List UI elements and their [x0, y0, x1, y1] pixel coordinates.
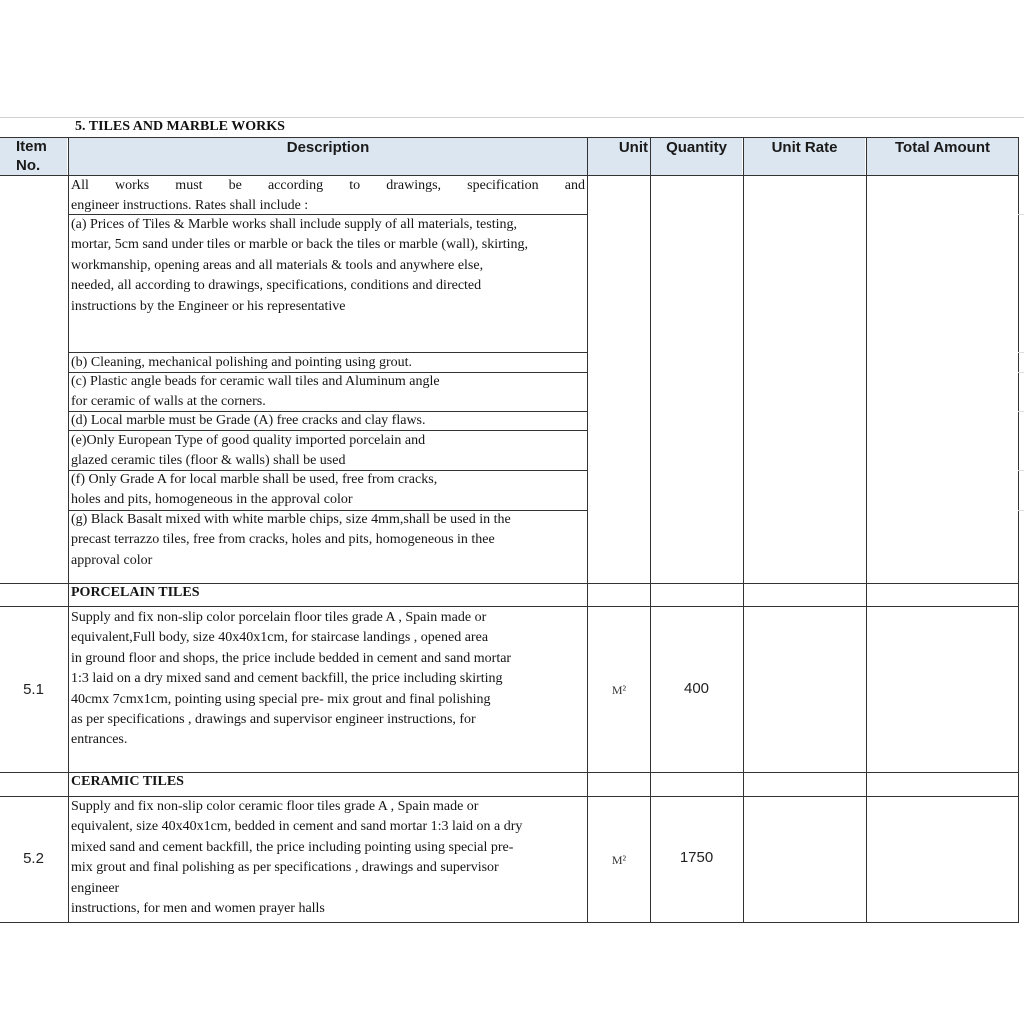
desc-line: (a) Prices of Tiles & Marble works shall include supply of all materials, testing,	[71, 217, 517, 232]
grid-line	[587, 137, 588, 923]
header-quantity[interactable]: Quantity	[651, 137, 742, 175]
grid-line	[0, 922, 1019, 923]
header-unit-rate[interactable]: Unit Rate	[744, 137, 865, 175]
desc-line: Supply and fix non-slip color porcelain floor tiles grade A , Spain made or	[71, 610, 487, 625]
desc-line: Supply and fix non-slip color ceramic floor tiles grade A , Spain made or	[71, 799, 479, 814]
section-title: 5. TILES AND MARBLE WORKS	[75, 119, 285, 134]
grid-line	[0, 772, 1019, 773]
general-clause-b[interactable]	[71, 353, 585, 373]
general-clause-c[interactable]	[71, 372, 585, 413]
desc-line: (e)Only European Type of good quality imported porcelain and	[71, 433, 426, 448]
desc-line: approval color	[71, 552, 153, 568]
grid-line	[0, 137, 1019, 138]
general-intro[interactable]	[71, 176, 585, 217]
ceramic-heading[interactable]: CERAMIC TILES	[71, 774, 184, 789]
desc-line: (b) Cleaning, mechanical polishing and pointing using grout.	[71, 355, 412, 370]
desc-line: holes and pits, homogeneous in the approval color	[71, 492, 353, 508]
desc-line: equivalent, size 40x40x1cm, bedded in cement and sand mortar 1:3 laid on a dry	[71, 819, 523, 835]
header-item-line1: Item	[16, 138, 47, 155]
desc-line: workmanship, opening areas and all materials & tools and anywhere else,	[71, 257, 484, 273]
desc-line: in ground floor and shops, the price include bedded in cement and sand mortar	[71, 650, 512, 666]
ceramic-item-no[interactable]: 5.2	[23, 850, 44, 867]
desc-line: glazed ceramic tiles (floor & walls) shall be used	[71, 453, 346, 469]
desc-line: (g) Black Basalt mixed with white marble chips, size 4mm,shall be used in the	[71, 512, 511, 527]
porcelain-quantity[interactable]: 400	[683, 680, 710, 697]
desc-line: as per specifications , drawings and supervisor engineer instructions, for	[71, 712, 476, 728]
grid-line	[1018, 470, 1024, 471]
desc-line: precast terrazzo tiles, free from cracks, holes and pits, homogeneous in thee	[71, 532, 495, 548]
grid-line	[0, 583, 1019, 584]
grid-line	[743, 137, 744, 923]
desc-line: 1:3 laid on a dry mixed sand and cement backfill, the price including skirting	[71, 671, 503, 687]
desc-line: (f) Only Grade A for local marble shall be used, free from cracks,	[71, 472, 438, 487]
grid-line	[1018, 352, 1024, 353]
desc-line: mortar, 5cm sand under tiles or marble or back the tiles or marble (wall), skirting,	[71, 237, 529, 253]
grid-line	[1018, 411, 1024, 412]
general-clause-d[interactable]	[71, 411, 585, 431]
grid-line	[866, 137, 867, 923]
sheet-top-rule	[0, 117, 1024, 118]
general-clause-a[interactable]	[71, 215, 585, 317]
general-clause-e[interactable]	[71, 431, 585, 472]
header-unit[interactable]: Unit	[588, 137, 650, 175]
grid-line	[1018, 372, 1024, 373]
desc-line: instructions, for men and women prayer halls	[71, 901, 325, 917]
desc-line: mixed sand and cement backfill, the price including pointing using special pre-	[71, 839, 514, 855]
header-item-line2: No.	[16, 157, 41, 174]
grid-line	[68, 137, 69, 923]
desc-line: engineer instructions. Rates shall include :	[71, 198, 309, 214]
porcelain-unit[interactable]: M²	[611, 683, 627, 697]
desc-line: mix grout and final polishing as per specifications , drawings and supervisor	[71, 860, 499, 876]
header-total-amount[interactable]: Total Amount	[867, 137, 1018, 175]
desc-line: instructions by the Engineer or his representative	[71, 298, 346, 314]
grid-line	[1018, 510, 1024, 511]
desc-line: needed, all according to drawings, specifications, conditions and directed	[71, 278, 482, 294]
desc-line: (c) Plastic angle beads for ceramic wall tiles and Aluminum angle	[71, 374, 440, 389]
header-item-no[interactable]	[0, 137, 67, 175]
desc-line: 40cmx 7cmx1cm, pointing using special pre- mix grout and final polishing	[71, 691, 491, 707]
ceramic-quantity[interactable]: 1750	[679, 849, 714, 866]
desc-line: (d) Local marble must be Grade (A) free cracks and clay flaws.	[71, 413, 426, 428]
desc-line: for ceramic of walls at the corners.	[71, 394, 266, 410]
grid-line	[0, 606, 1019, 607]
porcelain-heading[interactable]: PORCELAIN TILES	[71, 585, 200, 600]
general-clause-f[interactable]	[71, 470, 585, 511]
ceramic-description[interactable]	[71, 797, 585, 919]
desc-line: equivalent,Full body, size 40x40x1cm, for staircase landings , opened area	[71, 630, 489, 646]
desc-line: engineer	[71, 880, 120, 896]
grid-line	[1018, 214, 1024, 215]
header-description[interactable]: Description	[69, 137, 587, 175]
porcelain-item-no[interactable]: 5.1	[23, 681, 44, 698]
grid-line	[650, 137, 651, 923]
general-clause-g[interactable]	[71, 510, 585, 571]
desc-line: All works must be according to drawings, specification and	[71, 178, 585, 193]
grid-line	[1018, 137, 1019, 923]
porcelain-description[interactable]	[71, 608, 585, 751]
ceramic-unit[interactable]: M²	[611, 853, 627, 867]
desc-line: entrances.	[71, 732, 128, 748]
